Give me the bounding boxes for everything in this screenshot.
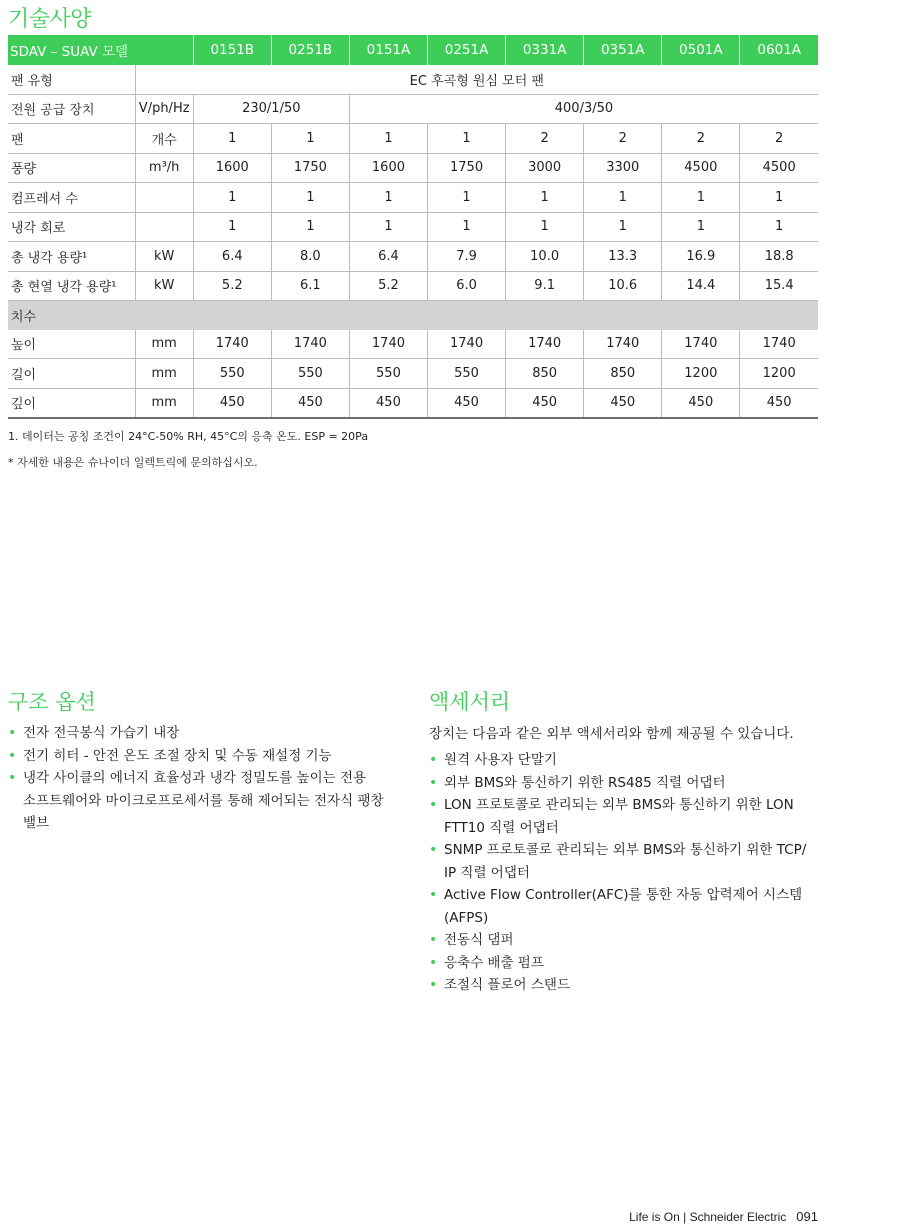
cell: 450 — [506, 388, 584, 418]
table-row-fans — [8, 124, 818, 154]
cell: 550 — [193, 359, 271, 389]
spec-table — [8, 35, 818, 419]
cell: 15.4 — [740, 271, 818, 301]
cell: 2 — [506, 124, 584, 154]
cell: 10.6 — [584, 271, 662, 301]
cell: 1 — [271, 183, 349, 213]
model-0351a: 0351A — [584, 35, 662, 65]
table-section-dimensions — [8, 301, 818, 330]
cell: 450 — [662, 388, 740, 418]
list-item: • LON 프로토콜로 관리되는 외부 BMS와 통신하기 위한 LON FTT10 직렬 어댑터 — [429, 794, 829, 839]
cell: 8.0 — [271, 242, 349, 272]
row-label: 팬 유형 — [8, 65, 135, 94]
cell: 1 — [506, 183, 584, 213]
cell: 1 — [271, 212, 349, 242]
cell: 1 — [584, 183, 662, 213]
cell: 9.1 — [506, 271, 584, 301]
cell: 13.3 — [584, 242, 662, 272]
cell: 450 — [271, 388, 349, 418]
cell: 450 — [428, 388, 506, 418]
row-unit: kW — [135, 242, 193, 272]
cell: 4500 — [662, 153, 740, 183]
footnote-1: 1. 데이터는 공칭 조건이 24°C-50% RH, 45°C의 응축 온도. ESP = 20Pa — [8, 430, 369, 443]
bullet-icon: • — [429, 954, 438, 971]
cell: 2 — [740, 124, 818, 154]
cell: 1740 — [740, 330, 818, 359]
cell: 1740 — [271, 330, 349, 359]
cell: 1 — [662, 212, 740, 242]
structure-options-title: 구조 옵션 — [8, 690, 96, 714]
row-label: 전원 공급 장치 — [8, 94, 135, 124]
list-item: • Active Flow Controller(AFC)를 통한 자동 압력제어 시스템 (AFPS) — [429, 884, 829, 929]
row-label: 컴프레셔 수 — [8, 183, 135, 213]
cell: 1740 — [662, 330, 740, 359]
row-unit — [135, 212, 193, 242]
model-0151b: 0151B — [193, 35, 271, 65]
model-0601a: 0601A — [740, 35, 818, 65]
accessories-list — [429, 749, 829, 997]
row-unit: V/ph/Hz — [135, 94, 193, 124]
list-item: • 전자 전극봉식 가습기 내장 — [8, 722, 408, 745]
table-header-row — [8, 35, 818, 65]
table-row-depth — [8, 388, 818, 418]
footnote-contact: * 자세한 내용은 슈나이더 일렉트릭에 문의하십시오. — [8, 456, 258, 469]
bullet-icon: • — [429, 842, 438, 858]
cell: 1740 — [584, 330, 662, 359]
cell: 7.9 — [428, 242, 506, 272]
cell: 5.2 — [193, 271, 271, 301]
page-number: 091 — [796, 1209, 818, 1224]
table-row-power — [8, 94, 818, 124]
bullet-icon: • — [8, 770, 17, 786]
cell: 450 — [740, 388, 818, 418]
bullet-icon: • — [8, 725, 17, 741]
cell: 1750 — [271, 153, 349, 183]
model-0501a: 0501A — [662, 35, 740, 65]
cell: 450 — [349, 388, 427, 418]
cell: 1 — [193, 183, 271, 213]
table-row-sensible-cooling — [8, 271, 818, 301]
cell: 850 — [584, 359, 662, 389]
cell: 1740 — [193, 330, 271, 359]
cell: 1 — [506, 212, 584, 242]
cell: 1 — [193, 212, 271, 242]
table-row-length — [8, 359, 818, 389]
cell: 450 — [584, 388, 662, 418]
row-label: 깊이 — [8, 388, 135, 418]
cell: 1600 — [193, 153, 271, 183]
row-unit — [135, 183, 193, 213]
page-title: 기술사양 — [8, 7, 92, 32]
cell: 1 — [349, 212, 427, 242]
power-value-a: 400/3/50 — [349, 94, 818, 124]
row-unit: m³/h — [135, 153, 193, 183]
table-row-circuits — [8, 212, 818, 242]
row-label: 높이 — [8, 330, 135, 359]
cell: 1200 — [662, 359, 740, 389]
bullet-icon: • — [429, 977, 438, 993]
model-0331a: 0331A — [506, 35, 584, 65]
cell: 14.4 — [662, 271, 740, 301]
cell: 1740 — [349, 330, 427, 359]
cell: 1 — [740, 212, 818, 242]
list-item: • 전기 히터 - 안전 온도 조절 장치 및 수동 재설정 기능 — [8, 745, 408, 768]
cell: 1740 — [506, 330, 584, 359]
table-row-compressors — [8, 183, 818, 213]
table-row-airflow — [8, 153, 818, 183]
cell: 18.8 — [740, 242, 818, 272]
row-label: 총 냉각 용량¹ — [8, 242, 135, 272]
accessories-title: 액세서리 — [429, 690, 511, 714]
row-label: 팬 — [8, 124, 135, 154]
cell: 6.4 — [349, 242, 427, 272]
cell: 6.0 — [428, 271, 506, 301]
section-label: 치수 — [8, 301, 818, 330]
bullet-icon: • — [429, 887, 438, 903]
cell: 10.0 — [506, 242, 584, 272]
accessories-intro: 장치는 다음과 같은 외부 액세서리와 함께 제공될 수 있습니다. — [429, 726, 794, 742]
cell: 1 — [193, 124, 271, 154]
cell: 4500 — [740, 153, 818, 183]
row-unit: kW — [135, 271, 193, 301]
list-item: • SNMP 프로토콜로 관리되는 외부 BMS와 통신하기 위한 TCP/ IP 직렬 어댑터 — [429, 839, 829, 884]
cell: 1740 — [428, 330, 506, 359]
list-item: • 원격 사용자 단말기 — [429, 749, 829, 772]
model-0251a: 0251A — [428, 35, 506, 65]
cell: 1 — [740, 183, 818, 213]
cell: 1 — [428, 183, 506, 213]
cell: 6.4 — [193, 242, 271, 272]
cell: 1 — [584, 212, 662, 242]
cell: 1 — [662, 183, 740, 213]
list-item: • 전동식 댐퍼 — [429, 929, 829, 952]
row-label: 길이 — [8, 359, 135, 389]
table-row-fan-type — [8, 65, 818, 94]
cell: 1 — [271, 124, 349, 154]
cell: 5.2 — [349, 271, 427, 301]
table-row-height — [8, 330, 818, 359]
cell: 550 — [349, 359, 427, 389]
list-item: • 조절식 플로어 스탠드 — [429, 974, 829, 997]
row-unit: mm — [135, 388, 193, 418]
cell: 2 — [662, 124, 740, 154]
cell: 3300 — [584, 153, 662, 183]
list-item: • 냉각 사이클의 에너지 효율성과 냉각 정밀도를 높이는 전용 소프트웨어와 마이크로프로세서를 통해 제어되는 전자식 팽창 밸브 — [8, 767, 408, 835]
model-header: SDAV – SUAV 모델 — [8, 35, 193, 65]
cell: 850 — [506, 359, 584, 389]
bullet-icon: • — [8, 747, 17, 764]
cell: 16.9 — [662, 242, 740, 272]
cell: 1200 — [740, 359, 818, 389]
footnotes — [8, 428, 368, 480]
model-0151a: 0151A — [349, 35, 427, 65]
row-label: 풍량 — [8, 153, 135, 183]
page-footer — [629, 1209, 818, 1224]
cell: 1 — [428, 124, 506, 154]
row-unit: mm — [135, 330, 193, 359]
cell: 1 — [428, 212, 506, 242]
list-item: • 외부 BMS와 통신하기 위한 RS485 직렬 어댑터 — [429, 772, 829, 795]
fan-type-value: EC 후곡형 원심 모터 팬 — [135, 65, 818, 94]
cell: 550 — [271, 359, 349, 389]
list-item: • 응축수 배출 펌프 — [429, 952, 829, 975]
power-value-b: 230/1/50 — [193, 94, 349, 124]
cell: 2 — [584, 124, 662, 154]
cell: 1600 — [349, 153, 427, 183]
row-label: 냉각 회로 — [8, 212, 135, 242]
cell: 1 — [349, 183, 427, 213]
row-label: 총 현열 냉각 용량¹ — [8, 271, 135, 301]
bullet-icon: • — [429, 752, 438, 768]
cell: 1750 — [428, 153, 506, 183]
cell: 450 — [193, 388, 271, 418]
row-unit: 개수 — [135, 124, 193, 154]
row-unit: mm — [135, 359, 193, 389]
structure-options-list — [8, 722, 408, 835]
footer-brand: Life is On | Schneider Electric — [629, 1210, 787, 1224]
cell: 6.1 — [271, 271, 349, 301]
cell: 1 — [349, 124, 427, 154]
cell: 3000 — [506, 153, 584, 183]
bullet-icon: • — [429, 774, 438, 791]
cell: 550 — [428, 359, 506, 389]
bullet-icon: • — [429, 932, 438, 948]
table-row-total-cooling — [8, 242, 818, 272]
model-0251b: 0251B — [271, 35, 349, 65]
bullet-icon: • — [429, 797, 438, 813]
